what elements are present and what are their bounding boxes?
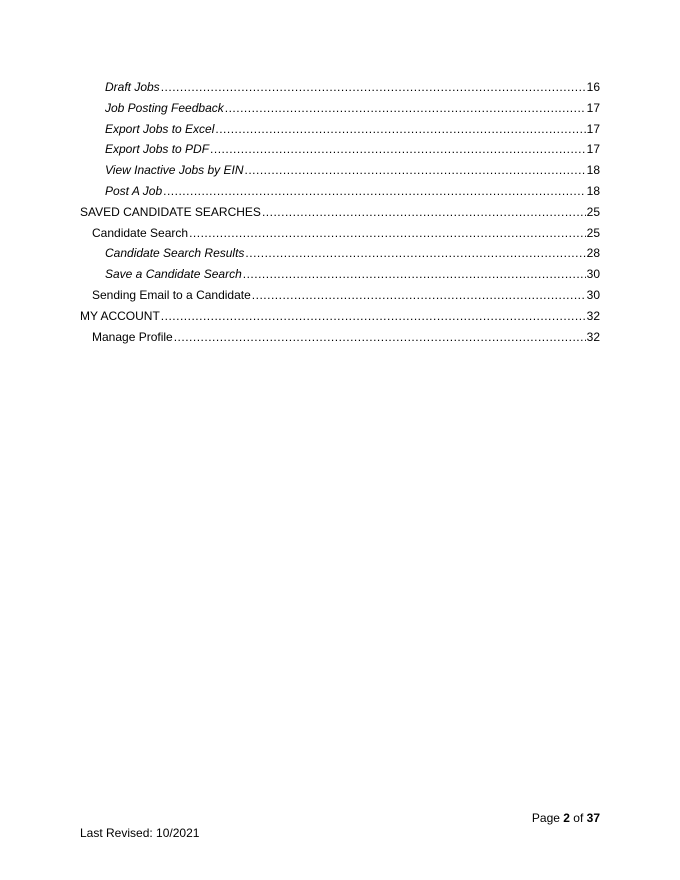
dot-leader <box>215 119 585 140</box>
dot-leader <box>161 77 586 98</box>
toc-entry[interactable] <box>80 181 600 202</box>
page-prefix: Page <box>531 811 564 825</box>
toc-entry-title: Export Jobs to PDF <box>105 142 210 157</box>
toc-entry-page: 17 <box>586 100 600 115</box>
toc-entry-page: 32 <box>586 329 600 344</box>
toc-entry-title: MY ACCOUNT <box>80 308 160 323</box>
toc-entry-title: Manage Profile <box>92 329 173 344</box>
dot-leader <box>161 306 586 327</box>
dot-leader <box>163 181 586 202</box>
toc-entry-title: Job Posting Feedback <box>105 100 224 115</box>
page-of: of <box>569 811 587 825</box>
toc-entry[interactable] <box>80 327 600 348</box>
toc-entry-page: 16 <box>586 80 600 94</box>
dot-leader <box>243 264 586 285</box>
dot-leader <box>245 160 586 181</box>
dot-leader <box>189 223 586 244</box>
toc-entry[interactable] <box>80 285 600 306</box>
table-of-contents <box>80 77 600 347</box>
toc-entry[interactable] <box>80 223 600 244</box>
toc-entry[interactable] <box>80 306 600 327</box>
toc-entry-page: 30 <box>586 267 600 282</box>
current-page-number: 2 <box>563 811 570 825</box>
last-revised: Last Revised: 10/2021 <box>80 826 200 840</box>
dot-leader <box>252 285 586 306</box>
toc-entry[interactable] <box>80 139 600 160</box>
dot-leader <box>210 139 586 160</box>
dot-leader <box>262 202 586 223</box>
toc-entry[interactable] <box>80 119 600 140</box>
toc-entry-title: Export Jobs to Excel <box>105 121 215 136</box>
toc-entry-title: Post A Job <box>105 183 163 198</box>
toc-entry-page: 30 <box>586 287 600 302</box>
toc-entry-title: Sending Email to a Candidate <box>92 287 251 302</box>
toc-entry-page: 18 <box>586 163 600 178</box>
dot-leader <box>245 243 585 264</box>
toc-entry[interactable] <box>80 202 600 223</box>
toc-entry-title: Candidate Search <box>92 225 189 240</box>
toc-entry-page: 18 <box>586 183 600 198</box>
dot-leader <box>225 98 586 119</box>
toc-entry-title: View Inactive Jobs by EIN <box>105 163 244 178</box>
toc-entry-page: 17 <box>586 121 600 136</box>
toc-entry-title: Save a Candidate Search <box>105 267 242 282</box>
toc-entry-page: 25 <box>586 225 600 240</box>
toc-entry-title: Draft Jobs <box>105 80 160 94</box>
toc-entry-title: Candidate Search Results <box>105 246 245 261</box>
toc-entry[interactable] <box>80 264 600 285</box>
page-number <box>532 810 600 826</box>
toc-entry-page: 32 <box>586 308 600 323</box>
toc-entry[interactable] <box>80 77 600 98</box>
total-page-count: 37 <box>586 811 600 825</box>
toc-entry-page: 25 <box>586 204 600 219</box>
toc-entry-page: 28 <box>586 246 600 261</box>
toc-entry-page: 17 <box>586 142 600 157</box>
dot-leader <box>174 327 586 348</box>
toc-entry[interactable] <box>80 243 600 264</box>
toc-entry[interactable] <box>80 160 600 181</box>
toc-entry-title: SAVED CANDIDATE SEARCHES <box>80 204 261 219</box>
toc-entry[interactable] <box>80 98 600 119</box>
